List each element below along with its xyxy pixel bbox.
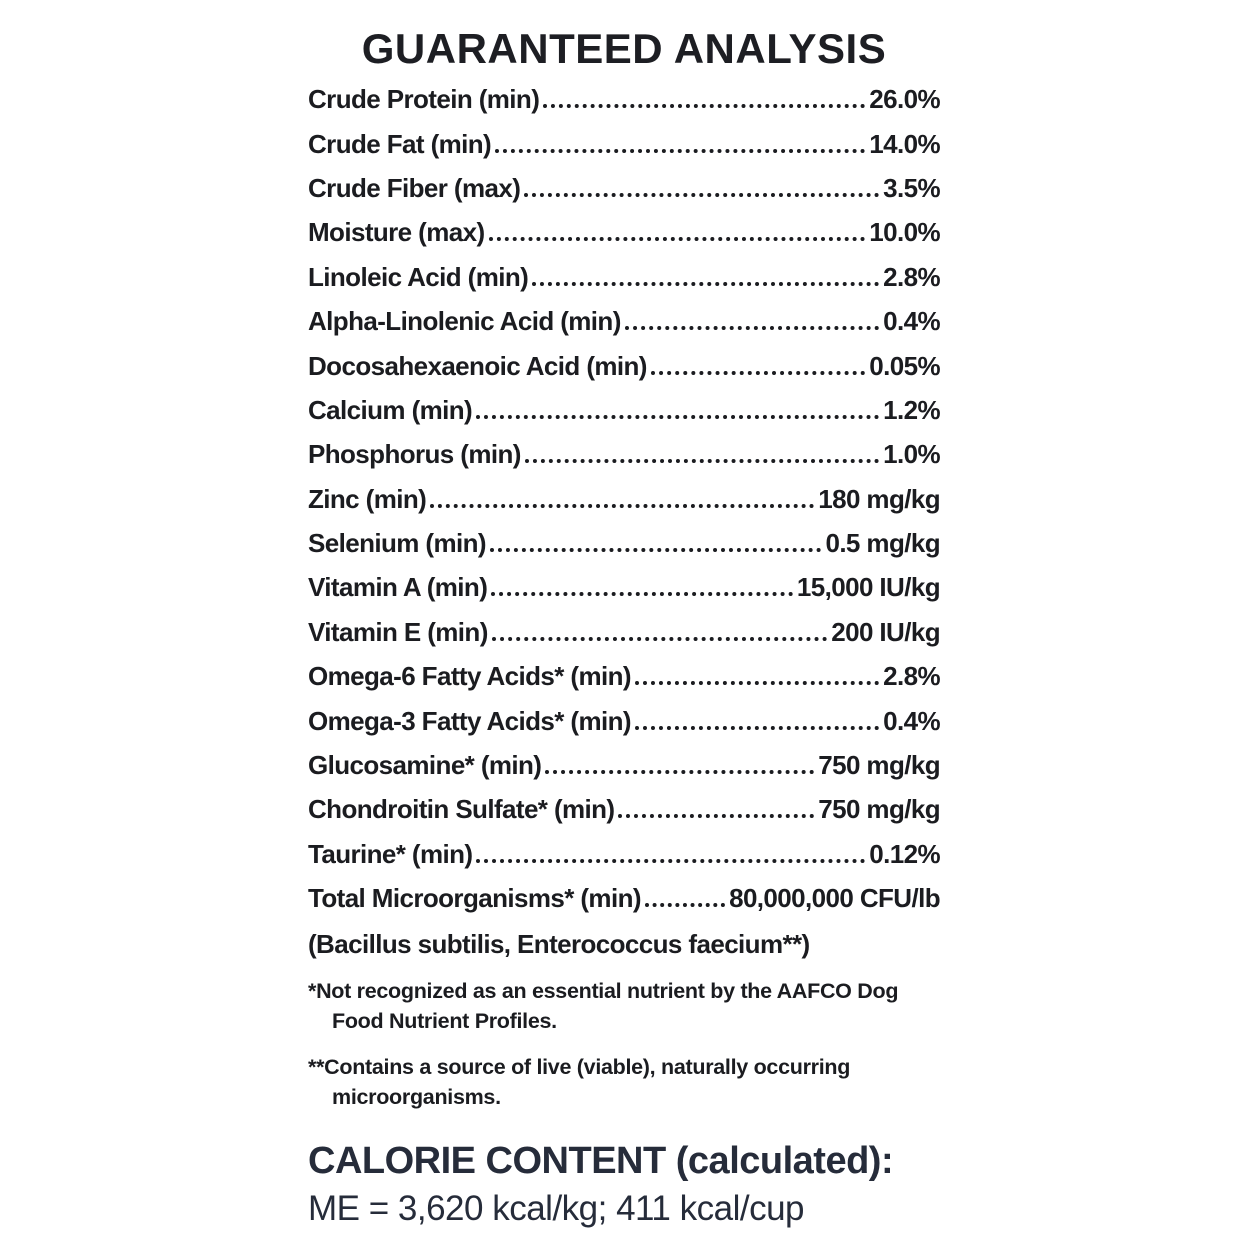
guaranteed-analysis-title: GUARANTEED ANALYSIS — [361, 25, 887, 72]
analysis-row — [308, 528, 940, 572]
dotted-leader — [651, 371, 865, 375]
dotted-leader — [492, 637, 827, 641]
nutrient-value: 0.12% — [869, 838, 940, 869]
analysis-row — [308, 351, 940, 395]
nutrient-label: Calcium (min) — [308, 394, 473, 425]
dotted-leader — [635, 726, 879, 730]
analysis-row — [308, 262, 940, 306]
analysis-row — [308, 439, 940, 483]
dotted-leader — [490, 548, 821, 552]
dotted-leader — [476, 859, 865, 863]
calorie-content-heading: CALORIE CONTENT (calculated): — [308, 1139, 894, 1182]
nutrient-label: Omega-3 Fatty Acids* (min) — [308, 705, 631, 736]
nutrient-value: 3.5% — [883, 172, 940, 203]
dotted-leader — [618, 814, 814, 818]
nutrient-value: 26.0% — [869, 84, 940, 115]
footnotes — [308, 976, 940, 1112]
nutrient-label: Alpha-Linolenic Acid (min) — [308, 306, 621, 337]
nutrient-label: Moisture (max) — [308, 217, 485, 248]
nutrient-value: 200 IU/kg — [831, 616, 940, 647]
microorganisms-species-note: (Bacillus subtilis, Enterococcus faecium**) — [308, 928, 810, 959]
dotted-leader — [491, 592, 793, 596]
footnote-text: Not recognized as an essential nutrient by the AAFCO Dog Food Nutrient Profiles. — [316, 978, 899, 1033]
footnote — [308, 1052, 940, 1112]
nutrient-value: 15,000 IU/kg — [796, 572, 940, 603]
nutrient-value: 0.4% — [883, 705, 940, 736]
nutrient-value: 2.8% — [883, 261, 940, 292]
nutrient-value: 2.8% — [883, 661, 940, 692]
analysis-row — [308, 839, 940, 883]
dotted-leader — [645, 903, 725, 907]
footnote-marker: ** — [308, 1054, 325, 1079]
analysis-row — [308, 484, 940, 528]
analysis-row — [308, 84, 940, 128]
analysis-row — [308, 395, 940, 439]
nutrient-label: Vitamin A (min) — [308, 572, 488, 603]
analysis-row — [308, 572, 940, 616]
analysis-row — [308, 794, 940, 838]
footnote-marker: * — [308, 978, 317, 1003]
nutrient-value: 0.05% — [869, 350, 940, 381]
analysis-row — [308, 750, 940, 794]
nutrient-value: 0.4% — [883, 306, 940, 337]
guaranteed-analysis-table — [308, 84, 940, 927]
dotted-leader — [625, 326, 879, 330]
nutrient-label: Crude Protein (min) — [308, 84, 540, 115]
analysis-row — [308, 706, 940, 750]
nutrient-value: 0.5 mg/kg — [825, 528, 940, 559]
nutrient-value: 14.0% — [869, 128, 940, 159]
nutrient-label: Total Microorganisms* (min) — [308, 883, 641, 914]
dotted-leader — [545, 770, 814, 774]
nutrient-label: Linoleic Acid (min) — [308, 261, 529, 292]
footnote — [308, 976, 940, 1036]
analysis-row — [308, 306, 940, 350]
nutrient-label: Docosahexaenoic Acid (min) — [308, 350, 647, 381]
dotted-leader — [489, 237, 866, 241]
nutrient-label: Chondroitin Sulfate* (min) — [308, 794, 615, 825]
nutrient-value: 1.0% — [883, 439, 940, 470]
analysis-row — [308, 617, 940, 661]
dotted-leader — [476, 415, 879, 419]
dotted-leader — [495, 149, 865, 153]
dotted-leader — [532, 282, 879, 286]
dotted-leader — [525, 459, 879, 463]
nutrient-label: Zinc (min) — [308, 483, 427, 514]
analysis-row — [308, 173, 940, 217]
nutrient-label: Glucosamine* (min) — [308, 750, 542, 781]
nutrient-value: 10.0% — [869, 217, 940, 248]
nutrient-value: 1.2% — [883, 394, 940, 425]
dotted-leader — [430, 504, 814, 508]
dotted-leader — [524, 193, 879, 197]
guaranteed-analysis-panel — [308, 26, 940, 1230]
dotted-leader — [635, 681, 879, 685]
analysis-row — [308, 883, 940, 927]
nutrient-label: Crude Fiber (max) — [308, 172, 521, 203]
nutrient-value: 750 mg/kg — [818, 794, 940, 825]
nutrient-label: Selenium (min) — [308, 528, 486, 559]
dotted-leader — [543, 104, 865, 108]
nutrient-label: Vitamin E (min) — [308, 616, 488, 647]
analysis-row — [308, 661, 940, 705]
nutrient-label: Omega-6 Fatty Acids* (min) — [308, 661, 631, 692]
footnote-text: Contains a source of live (viable), naturally occurring microorganisms. — [324, 1054, 851, 1109]
nutrient-value: 750 mg/kg — [818, 750, 940, 781]
analysis-row — [308, 217, 940, 261]
nutrient-label: Taurine* (min) — [308, 838, 473, 869]
calorie-content-value: ME = 3,620 kcal/kg; 411 kcal/cup — [308, 1188, 804, 1228]
nutrient-value: 180 mg/kg — [818, 483, 940, 514]
analysis-row — [308, 129, 940, 173]
nutrient-label: Crude Fat (min) — [308, 128, 492, 159]
calorie-content-section — [308, 1140, 940, 1230]
nutrient-label: Phosphorus (min) — [308, 439, 521, 470]
nutrient-value: 80,000,000 CFU/lb — [729, 883, 940, 914]
